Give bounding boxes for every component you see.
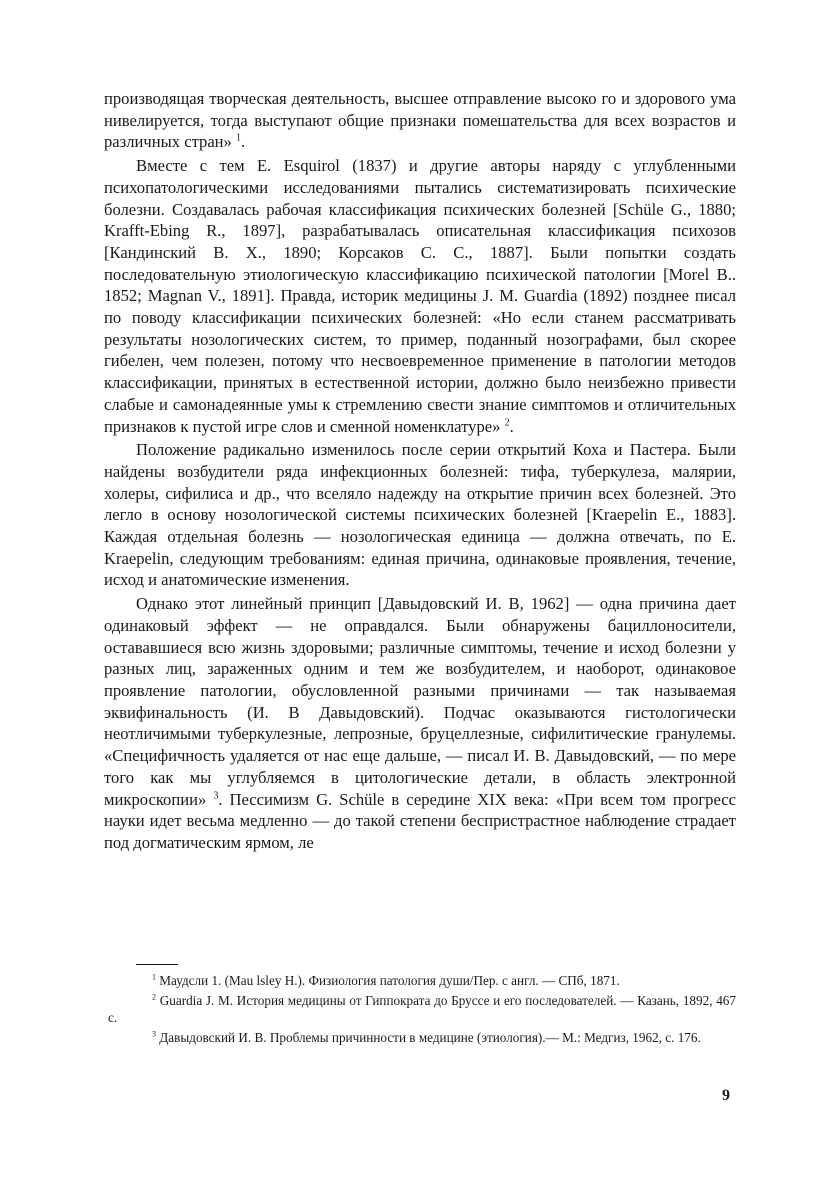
footnote-ref: 2	[504, 417, 510, 429]
footnote-2	[108, 992, 736, 1027]
footnote-ref: 1	[236, 132, 242, 144]
footnote-text: Давыдовский И. В. Проблемы причинности в медицине (этиология).— М.: Медгиз, 1962, с. 176.	[159, 1029, 701, 1045]
paragraph-text: Однако этот линейный принцип [Давыдовский И. В, 1962] — одна причина дает одинаковый эффект — не оправдался. Были обнаружены бациллоносители, остававшиеся всю жизнь здоровыми; различные симптомы, течение и исход болезни у разных лиц, зараженных одним и тем же возбудителем, и наоборот, одинаковое проявление патологии, обусловленной разными причинами — так называемая эквифинальность (И. В Давыдовский). Подчас оказываются гистологически неотличимыми туберкулезные, лепрозные, бруцеллезные, сифилитические гранулемы. «Специфичность удаляется от нас еще дальше, — писал И. В. Давыдовский, — по мере того как мы углубляемся в цитологические детали, в область электронной микроскопии»	[104, 594, 736, 809]
footnote-ref: 3	[213, 789, 219, 801]
footnote-text: Маудсли 1. (Mau lsley H.). Физиология патология души/Пер. с англ. — СПб, 1871.	[159, 973, 620, 988]
footnote-mark: 1	[152, 972, 156, 982]
paragraph-text: Положение радикально изменилось после серии открытий Коха и Пастера. Были найдены возбудители ряда инфекционных болезней: тифа, туберкулеза, малярии, холеры, сифилиса и др., что вселяло надежду на открытие причин всех болезней. Это легло в основу нозологической системы психических болезней [Kraepelin E., 1883]. Каждая отдельная болезнь — нозологическая единица — должна отвечать, по E. Kraepelin, следующим требованиям: единая причина, одинаковые проявления, течение, исход и анатомические изменения.	[104, 440, 736, 590]
paragraph-2: Вместе с тем E. Esquirol (1837) и другие авторы наряду с углубленными психопатологическими исследованиями пытались систематизировать психические болезни. Создавалась рабочая классификация психических болезней [Schüle G., 1880; Krafft-Ebing R., 1897], разрабатывалась описательная классификация психозов [Кандинский В. Х., 1890; Корсаков С. С., 1887]. Были попытки создать последовательную этиологическую классификацию психической патологии [Morel B.. 1852; Magnan V., 1891]. Правда, историк медицины J. M. Guardia (1892) позднее писал по поводу классификации психических болезней: «Но если станем рассматривать результаты нозологических систем, то пример, поданный нозографами, был скорее гибелен, чем полезен, потому что несвоевременное применение в патологии методов классификации, принятых в естественной истории, должно было неизбежно привести слабые и самонадеянные умы к стремлению свести знание симптомов и отличительных признаков к пустой игре слов и сменной номенклатуре» $^2$.	[104, 156, 736, 436]
footnote-1	[108, 972, 736, 990]
paragraph-tail: . Пессимизм G. Schüle в середине XIX века: «При всем том прогресс науки идет весьма медленно — до такой степени беспристрастное наблюдение страдает под догматическим ярмом, ле	[104, 789, 736, 852]
main-text	[104, 88, 736, 854]
footnotes	[108, 972, 736, 1046]
paragraph-text: производящая творческая деятельность, высшее отправление высоко го и здорового ума нивелируется, тогда выступают общие признаки помешательства для всех возрастов и различных стран»	[104, 89, 736, 152]
footnote-mark: 2	[152, 992, 156, 1002]
footnote-text: Guardia J. M. История медицины от Гиппократа до Бруссе и его последователей. — Казань, 1892, 467 с.	[108, 992, 736, 1025]
footnote-3	[108, 1029, 736, 1047]
paragraph-4	[104, 593, 736, 853]
paragraph-1: производящая творческая деятельность, высшее отправление высоко го и здорового ума нивелируется, тогда выступают общие признаки помешательства для всех возрастов и различных стран» $^1$.	[104, 89, 736, 152]
footnote-mark: 3	[152, 1029, 156, 1039]
paragraph-3	[104, 439, 736, 591]
footnote-divider	[136, 964, 178, 965]
page-number: 9	[722, 1087, 730, 1104]
paragraph-text: Вместе с тем E. Esquirol (1837) и другие авторы наряду с углубленными психопатологическими исследованиями пытались систематизировать психические болезни. Создавалась рабочая классификация психических болезней [Schüle G., 1880; Krafft-Ebing R., 1897], разрабатывалась описательная классификация психозов [Кандинский В. Х., 1890; Корсаков С. С., 1887]. Были попытки создать последовательную этиологическую классификацию психической патологии [Morel B.. 1852; Magnan V., 1891]. Правда, историк медицины J. M. Guardia (1892) позднее писал по поводу классификации психических болезней: «Но если станем рассматривать результаты нозологических систем, то пример, поданный нозографами, был скорее гибелен, чем полезен, потому что несвоевременное применение в патологии методов классификации, принятых в естественной истории, должно было неизбежно привести слабые и самонадеянные умы к стремлению свести знание симптомов и отличительных признаков к пустой игре слов и сменной номенклатуре»	[104, 156, 736, 436]
